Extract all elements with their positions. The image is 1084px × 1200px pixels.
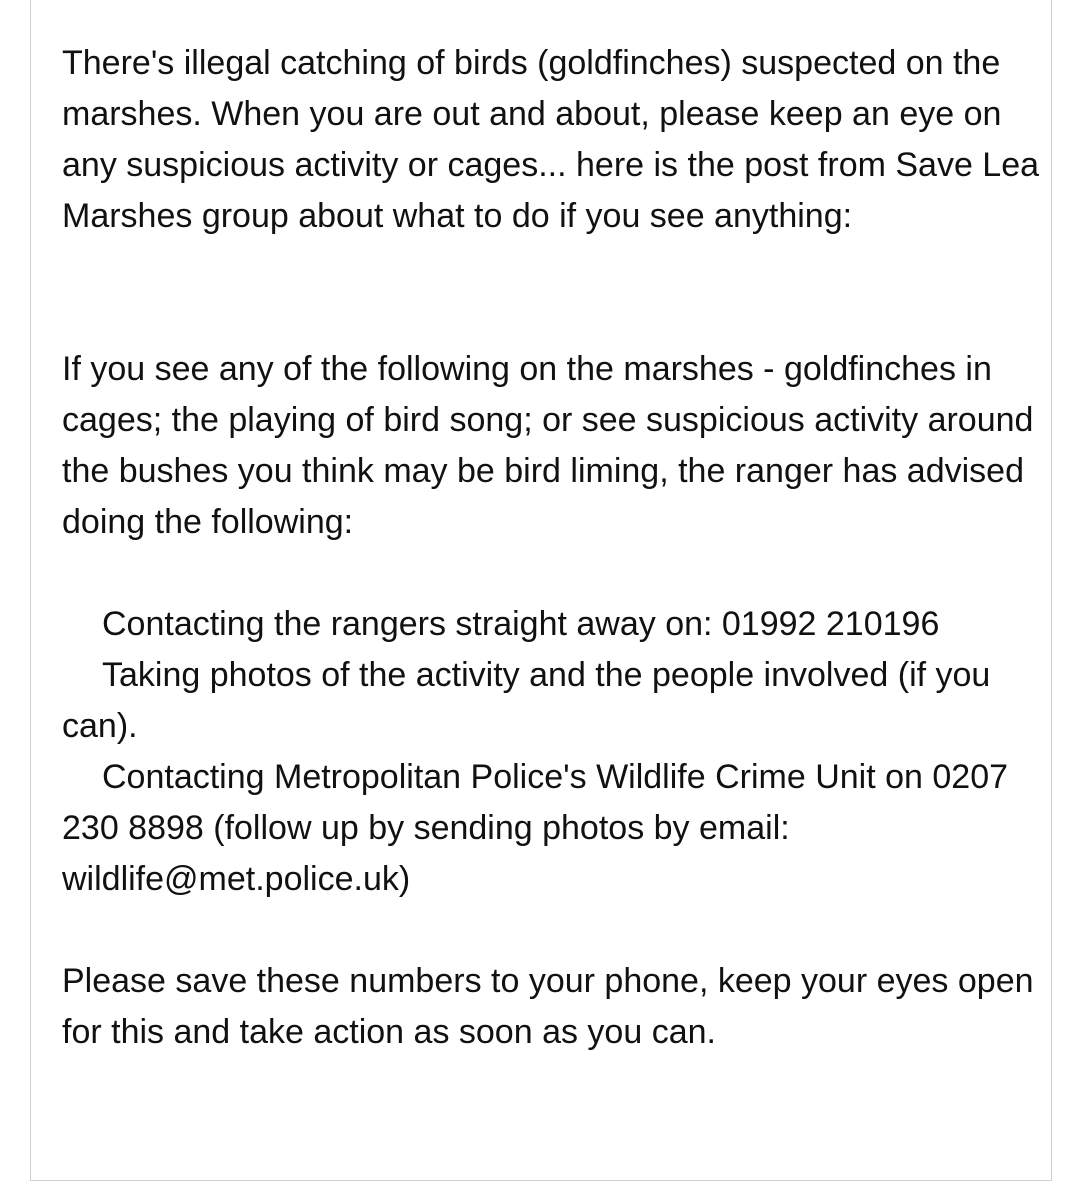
paragraph-spacer xyxy=(62,242,1052,344)
advice-paragraph: If you see any of the following on the marshes - goldfinches in cages; the playing of bird song; or see suspicious activity around the bushes you think may be bird liming, the ranger has advised doing the following: xyxy=(62,350,1043,541)
paragraph-spacer xyxy=(62,548,1052,599)
closing-paragraph: Please save these numbers to your phone, keep your eyes open for this and take action as soon as you can. xyxy=(62,962,1043,1051)
paragraph-spacer xyxy=(62,905,1052,956)
post-body xyxy=(62,38,1052,1058)
step-contact-police: Contacting Metropolitan Police's Wildlife Crime Unit on 0207 230 8898 (follow up by sending photos by email: wildlife@met.police.uk) xyxy=(62,758,1018,898)
step-contact-rangers: Contacting the rangers straight away on: 01992 210196 xyxy=(102,605,940,643)
intro-paragraph: There's illegal catching of birds (goldfinches) suspected on the marshes. When you are out and about, please keep an eye on any suspicious activity or cages... here is the post from Save Lea Marshes group about what to do if you see anything: xyxy=(62,44,1049,235)
step-take-photos: Taking photos of the activity and the people involved (if you can). xyxy=(62,656,1000,745)
